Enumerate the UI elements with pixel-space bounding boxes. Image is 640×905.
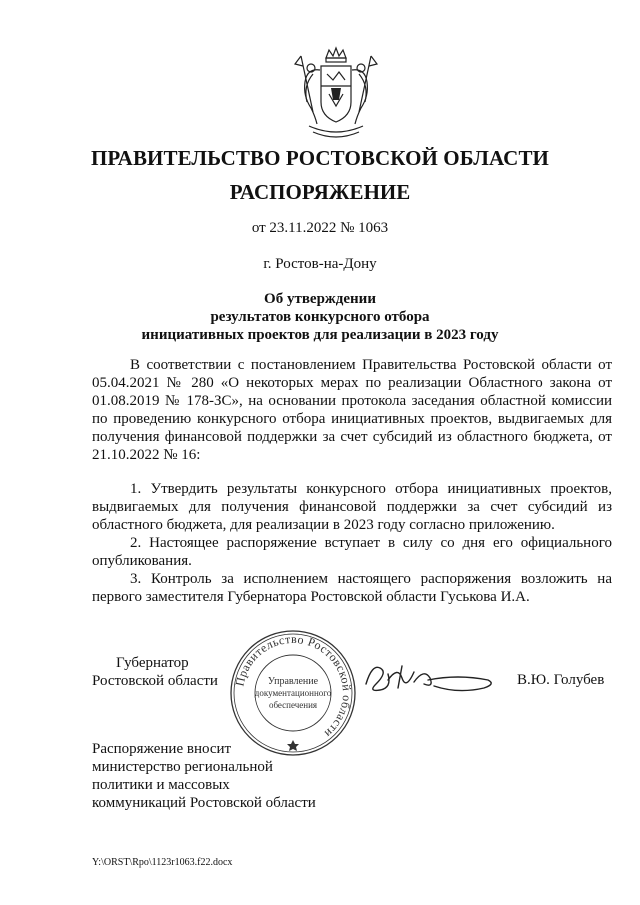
order-items: [92, 480, 612, 606]
handwritten-signature: [358, 654, 498, 704]
government-title: ПРАВИТЕЛЬСТВО РОСТОВСКОЙ ОБЛАСТИ: [91, 146, 549, 170]
subject-line: инициативных проектов для реализации в 2023 году: [141, 327, 499, 343]
subject-line: Об утверждении: [264, 291, 376, 307]
signatory-position: [92, 654, 218, 690]
preamble-paragraph: В соответствии с постановлением Правительства Ростовской области от 05.04.2021 № 280 «О некоторых мерах по реализации Областного закона от 01.08.2019 № 178-ЗС», на основании протокола заседания областной комиссии по проведению конкурсного отбора инициативных проектов, выдвигаемых для получения финансовой поддержки за счет субсидий из областного бюджета, от 21.10.2022 № 16:: [92, 357, 612, 463]
seal-outer-text: Правительство Ростовской области: [232, 631, 355, 741]
sender-line: Распоряжение вносит: [92, 741, 232, 757]
order-item: 3. Контроль за исполнением настоящего распоряжения возложить на первого заместителя Губернатора Ростовской области Гуськова И.А.: [92, 571, 612, 605]
sender-block: [92, 740, 316, 812]
coat-of-arms-icon: [293, 46, 379, 144]
sender-line: коммуникаций Ростовской области: [92, 795, 316, 811]
sender-line: политики и массовых: [92, 777, 230, 793]
order-item: 1. Утвердить результаты конкурсного отбора инициативных проектов, выдвигаемых для получения финансовой поддержки за счет субсидий из областного бюджета, для реализации в 2023 году согласно приложению.: [92, 481, 612, 533]
seal-inner-line: документационного: [254, 688, 332, 698]
subject-line: результатов конкурсного отбора: [210, 309, 430, 325]
sender-line: министерство региональной: [92, 759, 273, 775]
document-city: г. Ростов-на-Дону: [263, 256, 377, 272]
signatory-position-line: Ростовской области: [92, 673, 218, 689]
round-stamp: [228, 628, 358, 758]
document-subject: [0, 290, 640, 344]
document-type: РАСПОРЯЖЕНИЕ: [229, 180, 411, 204]
signatory-name: В.Ю. Голубев: [517, 672, 605, 688]
document-date-number: от 23.11.2022 № 1063: [251, 220, 389, 236]
seal-inner-line: обеспечения: [268, 700, 318, 710]
file-path-footer: Y:\ORST\Rpo\1123r1063.f22.docx: [92, 857, 233, 868]
signatory-position-line: Губернатор: [116, 655, 189, 671]
preamble-block: [92, 356, 612, 464]
order-item: 2. Настоящее распоряжение вступает в силу со дня его официального опубликования.: [92, 535, 612, 569]
seal-inner-line: Управление: [267, 676, 319, 687]
